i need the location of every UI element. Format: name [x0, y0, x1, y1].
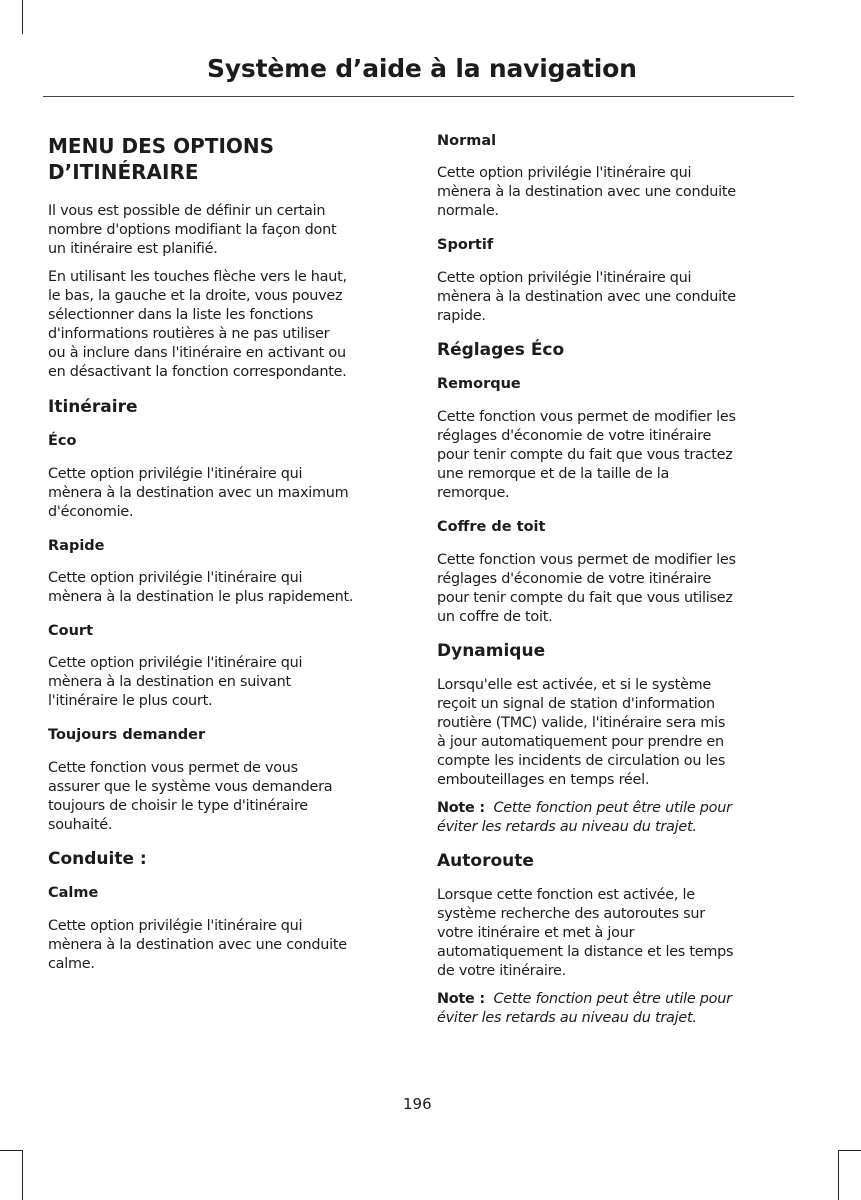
crop-mark-top-left [22, 0, 23, 34]
coffre-paragraph [437, 551, 793, 627]
text-line: souhaité. [48, 817, 113, 833]
text-line: Cette option privilégie l'itinéraire qui [48, 918, 303, 934]
autoroute-paragraph [437, 886, 793, 981]
text-line: mènera à la destination avec un maximum [48, 485, 349, 501]
heading-dynamique: Dynamique [437, 641, 546, 661]
text-line: mènera à la destination avec une conduite [437, 184, 736, 200]
intro-paragraph-2 [48, 268, 404, 382]
calme-paragraph [48, 917, 404, 974]
rapide-paragraph [48, 569, 404, 607]
text-line: Lorsque cette fonction est activée, le [437, 887, 695, 903]
note-text: Cette fonction peut être utile pour [493, 800, 732, 816]
text-line: votre itinéraire et met à jour [437, 925, 635, 941]
section-title [48, 133, 274, 185]
text-line: Lorsqu'elle est activée, et si le système [437, 677, 711, 693]
toujours-paragraph [48, 759, 404, 835]
note-text: Cette fonction peut être utile pour [493, 991, 732, 1007]
text-line: de votre itinéraire. [437, 963, 566, 979]
text-line: normale. [437, 203, 499, 219]
note-text: éviter les retards au niveau du trajet. [437, 819, 697, 835]
section-title-line-1: MENU DES OPTIONS [48, 134, 275, 158]
heading-conduite: Conduite : [48, 849, 147, 869]
court-paragraph [48, 654, 404, 711]
intro-paragraph-1 [48, 202, 404, 259]
text-line: mènera à la destination en suivant [48, 674, 291, 690]
text-line: à jour automatiquement pour prendre en [437, 734, 724, 750]
note-1 [437, 799, 793, 837]
note-label: Note : [437, 991, 485, 1007]
text-line: un itinéraire est planifié. [48, 241, 218, 257]
text-line: un coffre de toit. [437, 609, 553, 625]
text-line: ou à inclure dans l'itinéraire en activant ou [48, 345, 346, 361]
heading-itineraire: Itinéraire [48, 397, 138, 417]
text-line: Il vous est possible de définir un certain [48, 203, 326, 219]
dynamique-paragraph [437, 676, 793, 790]
note-label: Note : [437, 800, 485, 816]
text-line: Cette option privilégie l'itinéraire qui [48, 466, 303, 482]
heading-autoroute: Autoroute [437, 851, 534, 871]
text-line: d'informations routières à ne pas utiliser [48, 326, 330, 342]
text-line: le bas, la gauche et la droite, vous pouvez [48, 288, 343, 304]
text-line: l'itinéraire le plus court. [48, 693, 213, 709]
note-1-line-1 [437, 799, 793, 818]
text-line: sélectionner dans la liste les fonctions [48, 307, 314, 323]
text-line: Cette option privilégie l'itinéraire qui [437, 270, 692, 286]
note-2-line-1 [437, 990, 793, 1009]
heading-coffre-de-toit: Coffre de toit [437, 519, 546, 535]
remorque-paragraph [437, 408, 793, 503]
text-line: réglages d'économie de votre itinéraire [437, 428, 712, 444]
text-line: remorque. [437, 485, 510, 501]
crop-mark-bottom-right [838, 1150, 839, 1200]
normal-paragraph [437, 164, 793, 221]
text-line: calme. [48, 956, 95, 972]
text-line: rapide. [437, 308, 486, 324]
text-line: toujours de choisir le type d'itinéraire [48, 798, 308, 814]
text-line: assurer que le système vous demandera [48, 779, 333, 795]
note-text: éviter les retards au niveau du trajet. [437, 1010, 697, 1026]
text-line: En utilisant les touches flèche vers le haut, [48, 269, 347, 285]
sportif-paragraph [437, 269, 793, 326]
text-line: Cette option privilégie l'itinéraire qui [48, 655, 303, 671]
text-line: réglages d'économie de votre itinéraire [437, 571, 712, 587]
heading-calme: Calme [48, 885, 99, 901]
note-2 [437, 990, 793, 1028]
section-title-line-2: D’ITINÉRAIRE [48, 160, 199, 184]
text-line: Cette option privilégie l'itinéraire qui [437, 165, 692, 181]
text-line: reçoit un signal de station d'information [437, 696, 715, 712]
heading-toujours-demander: Toujours demander [48, 727, 206, 743]
text-line: nombre d'options modifiant la façon dont [48, 222, 337, 238]
text-line: en désactivant la fonction correspondante. [48, 364, 347, 380]
text-line: d'économie. [48, 504, 134, 520]
heading-reglages-eco: Réglages Éco [437, 340, 565, 360]
header-rule [43, 96, 794, 97]
text-line: mènera à la destination avec une conduite [437, 289, 736, 305]
text-line: système recherche des autoroutes sur [437, 906, 705, 922]
text-line: embouteillages en temps réel. [437, 772, 650, 788]
running-title: Système d’aide à la navigation [207, 54, 637, 83]
heading-sportif: Sportif [437, 237, 494, 253]
crop-mark-bottom-left [22, 1150, 23, 1200]
text-line: compte les incidents de circulation ou les [437, 753, 726, 769]
heading-normal: Normal [437, 133, 497, 149]
text-line: Cette fonction vous permet de vous [48, 760, 298, 776]
text-line: mènera à la destination avec une conduite [48, 937, 347, 953]
crop-mark-bottom-left-h [0, 1150, 22, 1151]
text-line: pour tenir compte du fait que vous tractez [437, 447, 733, 463]
heading-remorque: Remorque [437, 376, 521, 392]
text-line: automatiquement la distance et les temps [437, 944, 734, 960]
text-line: Cette fonction vous permet de modifier les [437, 409, 736, 425]
text-line: une remorque et de la taille de la [437, 466, 670, 482]
heading-court: Court [48, 623, 94, 639]
text-line: Cette option privilégie l'itinéraire qui [48, 570, 303, 586]
text-line: Cette fonction vous permet de modifier les [437, 552, 736, 568]
crop-mark-bottom-right-h [839, 1150, 861, 1151]
text-line: routière (TMC) valide, l'itinéraire sera mis [437, 715, 726, 731]
heading-eco: Éco [48, 433, 77, 449]
eco-paragraph [48, 465, 404, 522]
page-number: 196 [403, 1095, 432, 1113]
heading-rapide: Rapide [48, 538, 105, 554]
text-line: mènera à la destination le plus rapidement. [48, 589, 354, 605]
text-line: pour tenir compte du fait que vous utilisez [437, 590, 733, 606]
